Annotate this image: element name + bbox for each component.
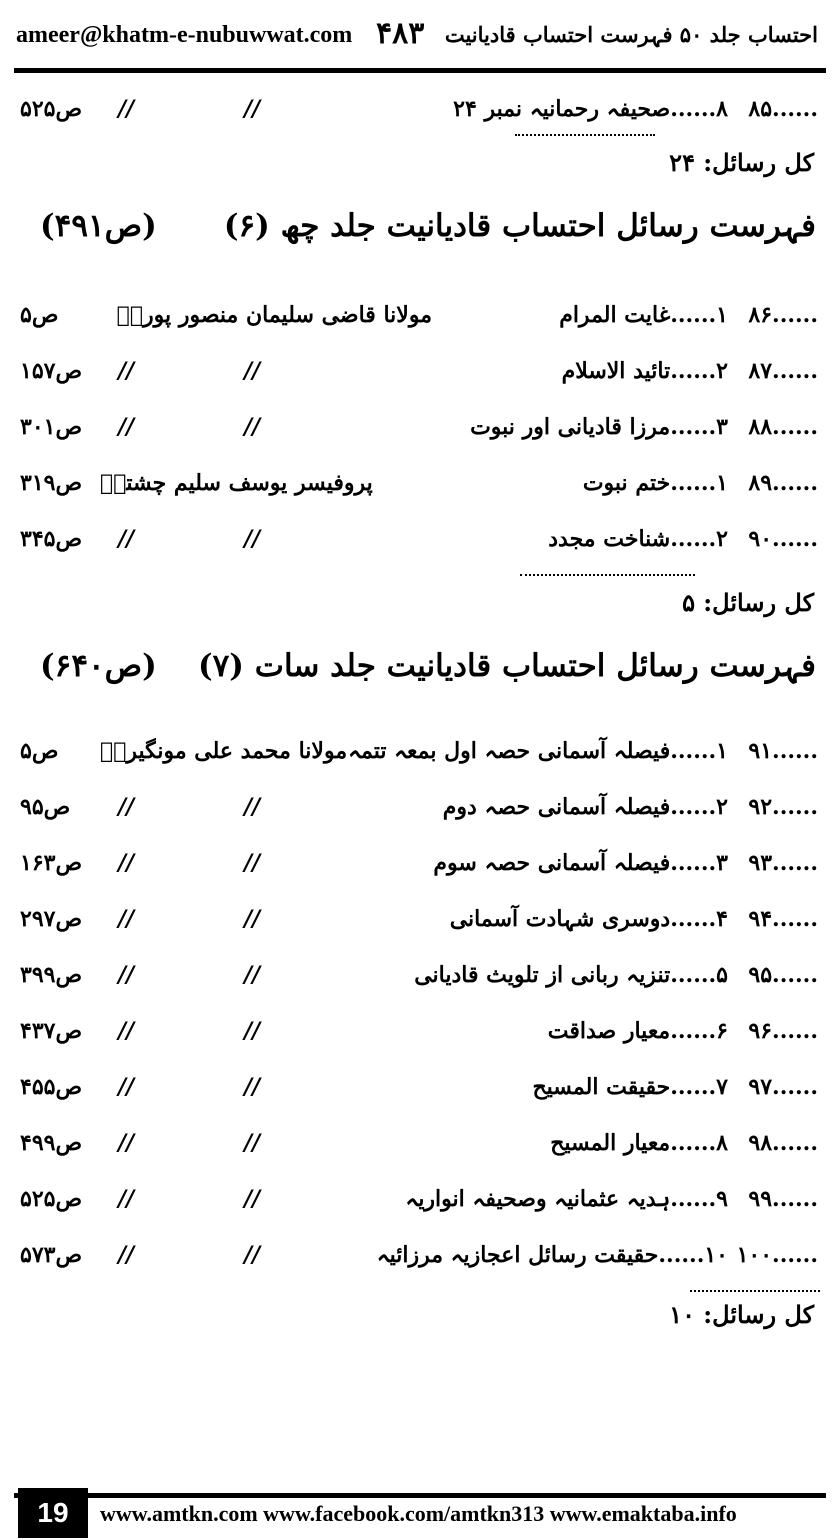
list-item: [0, 1186, 840, 1228]
item-page: ص۵۷۳: [20, 1242, 83, 1268]
ditto-mark: //: [244, 1242, 261, 1268]
list-item: [0, 526, 840, 568]
list-item: [0, 470, 840, 512]
item-title: ۴......دوسری شہادت آسمانی: [449, 906, 728, 932]
item-title: ۱۰......حقیقت رسائل اعجازیہ مرزائیہ: [376, 1242, 728, 1268]
item-author: مولانا قاضی سلیمان منصور پوریؒ: [116, 302, 432, 328]
item-page: ص۳۴۵: [20, 526, 83, 552]
header-title: احتساب جلد ۵۰ فہرست احتساب قادیانیت: [444, 22, 818, 47]
section-page: (ص۴۹۱): [40, 208, 157, 244]
item-title: ۸......صحیفہ رحمانیہ نمبر ۲۴: [453, 96, 728, 122]
ditto-mark: //: [118, 1242, 135, 1268]
item-number: ۹۱......: [748, 738, 818, 764]
item-number: ۹۷......: [748, 1074, 818, 1100]
item-page: ص۲۹۷: [20, 906, 83, 932]
item-title: ۲......فیصلہ آسمانی حصہ دوم: [442, 794, 728, 820]
item-page: ص۴۳۷: [20, 1018, 83, 1044]
footer-urls: www.amtkn.com www.facebook.com/amtkn313 www.emaktaba.info: [100, 1501, 737, 1526]
header-email: ameer@khatm-e-nubuwwat.com: [16, 22, 353, 48]
ditto-mark: //: [244, 1074, 261, 1100]
ditto-mark: //: [244, 962, 261, 988]
ditto-mark: //: [244, 1186, 261, 1212]
section-page: (ص۶۴۰): [40, 648, 157, 684]
section-heading: [0, 208, 840, 272]
item-title: ۵......تنزیہ ربانی از تلویث قادیانی: [414, 962, 728, 988]
ditto-mark: //: [118, 96, 135, 122]
footer-page-label: 19: [18, 1488, 88, 1538]
item-title: ۶......معیار صداقت: [547, 1018, 728, 1044]
list-item: [0, 1018, 840, 1060]
ditto-mark: //: [118, 906, 135, 932]
item-number: ۱۰۰......: [736, 1242, 818, 1268]
item-number: ۹۴......: [748, 906, 818, 932]
ditto-mark: //: [118, 526, 135, 552]
item-number: ۸۹......: [748, 470, 818, 496]
item-page: ص۳۰۱: [20, 414, 83, 440]
item-page: ص۵۲۵: [20, 96, 83, 122]
list-item: [0, 1130, 840, 1172]
total-count: کل رسائل: ۱۰: [669, 1300, 814, 1329]
ditto-mark: //: [118, 1018, 135, 1044]
item-number: ۹۰......: [748, 526, 818, 552]
list-item: [0, 906, 840, 948]
section-title: فہرست رسائل احتساب قادیانیت جلد چھ (۶): [223, 208, 816, 244]
dotted-rule: [520, 574, 695, 576]
item-title: ۷......حقیقت المسیح: [532, 1074, 728, 1100]
section-heading: [0, 648, 840, 712]
header-page-number: ۴۸۳: [376, 16, 425, 51]
ditto-mark: //: [118, 1130, 135, 1156]
ditto-mark: //: [244, 1018, 261, 1044]
ditto-mark: //: [244, 414, 261, 440]
ditto-mark: //: [244, 1130, 261, 1156]
list-item: [0, 414, 840, 456]
list-item: [0, 1242, 840, 1284]
dotted-rule: [515, 134, 655, 136]
item-page: ص۴۵۵: [20, 1074, 83, 1100]
item-number: ۸۷......: [748, 358, 818, 384]
total-count: کل رسائل: ۵: [682, 588, 814, 617]
list-item: [0, 1074, 840, 1116]
ditto-mark: //: [118, 962, 135, 988]
item-number: ۹۹......: [748, 1186, 818, 1212]
ditto-mark: //: [244, 794, 261, 820]
ditto-mark: //: [118, 850, 135, 876]
item-number: ۹۶......: [748, 1018, 818, 1044]
item-page: ص۵: [20, 302, 59, 328]
item-title: ۲......تائید الاسلام: [561, 358, 728, 384]
ditto-mark: //: [244, 358, 261, 384]
item-page: ص۹۵: [20, 794, 71, 820]
item-title: ۱......ختم نبوت: [582, 470, 728, 496]
header-rule: [14, 68, 826, 73]
item-page: ص۱۶۳: [20, 850, 83, 876]
list-item: [0, 794, 840, 836]
list-item: [0, 302, 840, 344]
list-item: [0, 962, 840, 1004]
item-title: ۳......فیصلہ آسمانی حصہ سوم: [433, 850, 728, 876]
ditto-mark: //: [244, 850, 261, 876]
item-page: ص۵۲۵: [20, 1186, 83, 1212]
list-item: [0, 738, 840, 780]
item-title: ۸......معیار المسیح: [550, 1130, 728, 1156]
ditto-mark: //: [118, 1074, 135, 1100]
item-title: ۳......مرزا قادیانی اور نبوت: [470, 414, 728, 440]
item-number: ۸۵......: [748, 96, 818, 122]
item-page: ص۳۱۹: [20, 470, 83, 496]
item-title: ۲......شناخت مجدد: [548, 526, 728, 552]
ditto-mark: //: [118, 414, 135, 440]
item-number: ۹۲......: [748, 794, 818, 820]
dotted-rule: [690, 1290, 820, 1292]
item-author: مولانا محمد علی مونگیریؒ: [100, 738, 348, 764]
list-item: [0, 96, 840, 138]
list-item: [0, 358, 840, 400]
item-author: پروفیسر یوسف سلیم چشتیؒ: [100, 470, 373, 496]
item-title: ۱......غایت المرام: [559, 302, 728, 328]
item-page: ص۴۹۹: [20, 1130, 83, 1156]
item-page: ص۱۵۷: [20, 358, 83, 384]
item-title: ۹......ہدیہ عثمانیہ وصحیفہ انواریہ: [405, 1186, 728, 1212]
item-number: ۸۸......: [748, 414, 818, 440]
total-count: کل رسائل: ۲۴: [669, 148, 814, 177]
item-page: ص۵: [20, 738, 59, 764]
ditto-mark: //: [118, 358, 135, 384]
ditto-mark: //: [244, 96, 261, 122]
item-page: ص۳۹۹: [20, 962, 83, 988]
ditto-mark: //: [118, 1186, 135, 1212]
item-number: ۹۸......: [748, 1130, 818, 1156]
ditto-mark: //: [118, 794, 135, 820]
list-item: [0, 850, 840, 892]
item-title: ۱......فیصلہ آسمانی حصہ اول بمعہ تتمہ: [348, 738, 728, 764]
item-number: ۹۳......: [748, 850, 818, 876]
section-title: فہرست رسائل احتساب قادیانیت جلد سات (۷): [197, 648, 816, 684]
ditto-mark: //: [244, 906, 261, 932]
item-number: ۹۵......: [748, 962, 818, 988]
item-number: ۸۶......: [748, 302, 818, 328]
ditto-mark: //: [244, 526, 261, 552]
